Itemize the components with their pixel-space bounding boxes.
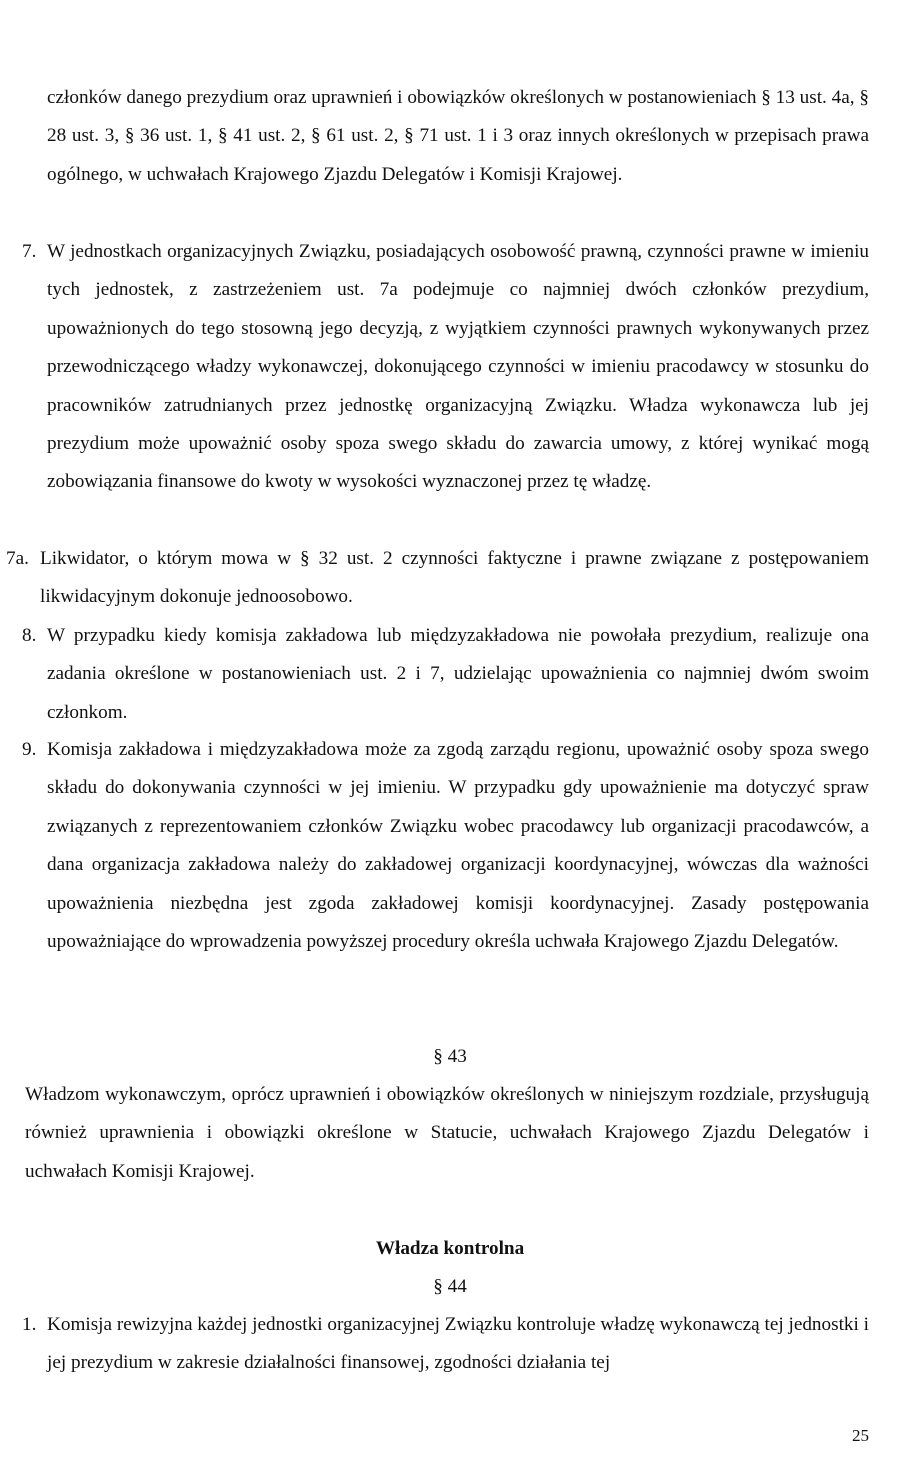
- section-43-heading: § 43: [433, 1046, 467, 1067]
- item-9-number: 9.: [22, 739, 37, 760]
- page-number: 25: [852, 1426, 869, 1445]
- item-8-text: W przypadku kiedy komisja zakładowa lub międzyzakładowa nie powołała prezydium, realizuje ona zadania określone w postanowieniach ust. 2 i 7, udzielając upoważnienia co najmniej dwóm swoim członkom.: [47, 625, 869, 723]
- paragraph-6-continuation: członków danego prezydium oraz uprawnień i obowiązków określonych w postanowieniach § 13 ust. 4a, § 28 ust. 3, § 36 ust. 1, § 41 ust. 2, § 61 ust. 2, § 71 ust. 1 i 3 oraz innych określonych w przepisach prawa ogólnego, w uchwałach Krajowego Zjazdu Delegatów i Komisji Krajowej.: [47, 87, 869, 185]
- item-7-number: 7.: [22, 241, 37, 262]
- item-44-1-text: Komisja rewizyjna każdej jednostki organizacyjnej Związku kontroluje władzę wykonawczą tej jednostki i jej prezydium w zakresie działalności finansowej, zgodności działania tej: [47, 1314, 869, 1374]
- item-7a-number: 7a.: [6, 548, 29, 569]
- item-44-1-number: 1.: [22, 1314, 37, 1335]
- item-9-text: Komisja zakładowa i międzyzakładowa może za zgodą zarządu regionu, upoważnić osoby spoza swego składu do dokonywania czynności w jej imieniu. W przypadku gdy upoważnienie ma dotyczyć spraw związanych z reprezentowaniem członków Związku wobec pracodawcy lub organizacji pracodawców, a dana organizacja zakładowa należy do zakładowej organizacji koordynacyjnej, wówczas dla ważności upoważnienia niezbędna jest zgoda zakładowej komisji koordynacyjnej. Zasady postępowania upoważniające do wprowadzenia powyższej procedury określa uchwała Krajowego Zjazdu Delegatów.: [47, 739, 869, 953]
- item-7a-text: Likwidator, o którym mowa w § 32 ust. 2 czynności faktyczne i prawne związane z postępowaniem likwidacyjnym dokonuje jednoosobowo.: [40, 548, 869, 608]
- item-8-number: 8.: [22, 625, 37, 646]
- item-7-text: W jednostkach organizacyjnych Związku, posiadających osobowość prawną, czynności prawne w imieniu tych jednostek, z zastrzeżeniem ust. 7a podejmuje co najmniej dwóch członków prezydium, upoważnionych do tego stosowną jego decyzją, z wyjątkiem czynności prawnych wykonywanych przez przewodniczącego władzy wykonawczej, dokonującego czynności w imieniu pracodawcy w stosunku do pracowników zatrudnianych przez jednostkę organizacyjną Związku. Władza wykonawcza lub jej prezydium może upoważnić osoby spoza swego składu do zawarcia umowy, z której wynikać mogą zobowiązania finansowe do kwoty w wysokości wyznaczonej przez tę władzę.: [47, 241, 869, 493]
- section-43-text: Władzom wykonawczym, oprócz uprawnień i obowiązków określonych w niniejszym rozdziale, przysługują również uprawnienia i obowiązki określone w Statucie, uchwałach Krajowego Zjazdu Delegatów i uchwałach Komisji Krajowej.: [25, 1084, 869, 1182]
- section-title-wladza-kontrolna: Władza kontrolna: [375, 1238, 525, 1259]
- section-44-heading: § 44: [433, 1276, 467, 1297]
